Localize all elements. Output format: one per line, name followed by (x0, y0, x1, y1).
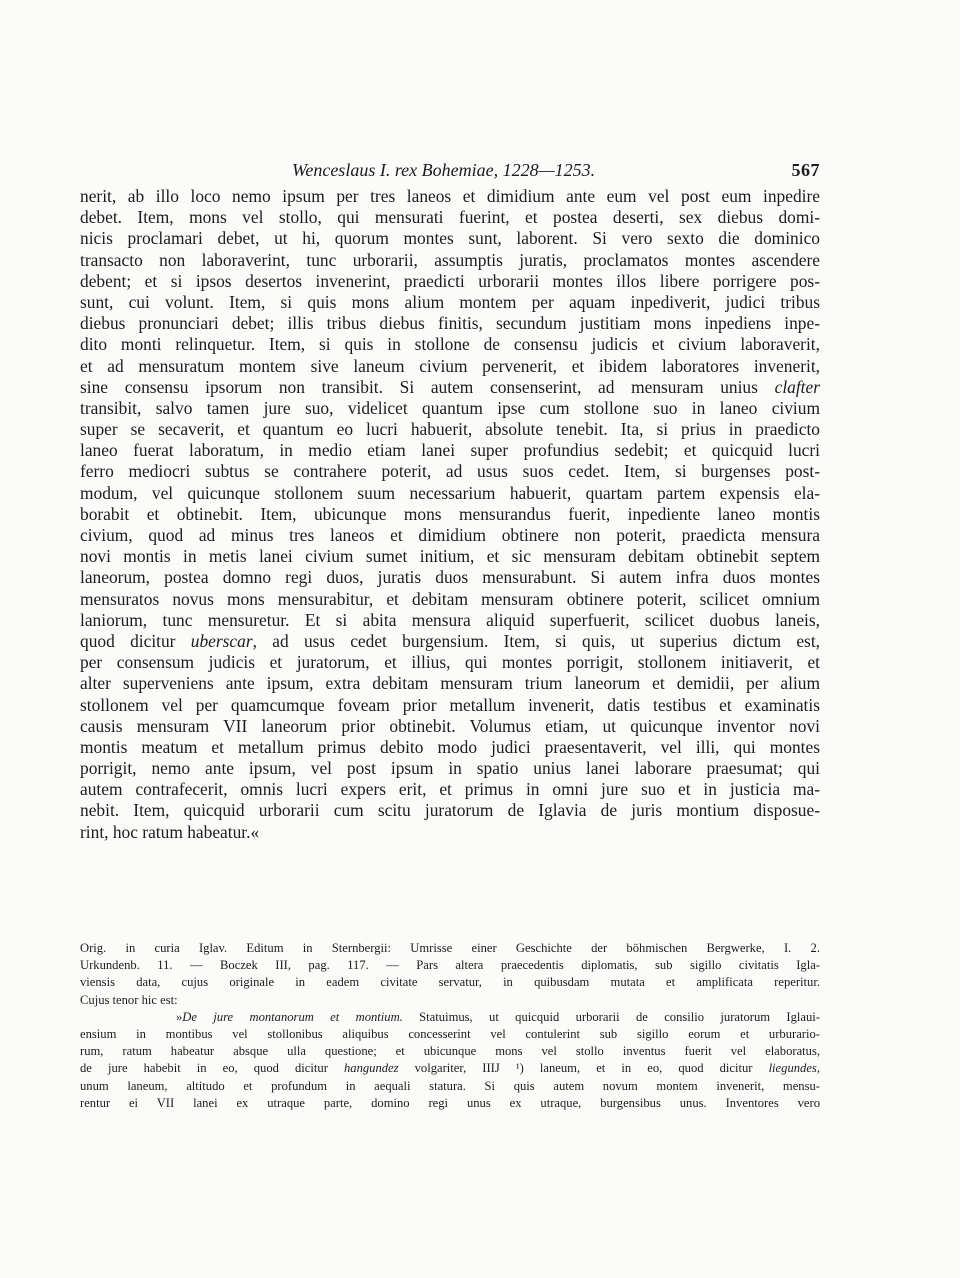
quoted-charter-line: »De jure montanorum et montium. Statuimus, ut quicquid urborarii de consilio juratorum Iglaui- (176, 1009, 820, 1024)
note-line: Cujus tenor hic est: (80, 992, 178, 1007)
text-line: porrigit, nemo ante ipsum, vel post ipsum in spatio unius lanei laborare praesumat; qui (80, 758, 820, 779)
text-line: montis meatum et metallum primus debito modo judici praesentaverit, vel illi, qui montes (80, 736, 820, 757)
text-line: civium, quod ad minus tres laneos et dimidium obtinere non poterit, praedicta mensura (80, 525, 820, 545)
text-line: alter superveniens ante ipsum, extra debitam mensuram trium laneorum et demidii, per alium (80, 673, 820, 694)
main-text-block (80, 186, 820, 843)
text-line: debent; et si ipsos desertos invenerint, praedicti urborarii montes illos libere porrigere pos- (80, 270, 820, 291)
text-line: et ad mensuratum montem sive laneum civium pervenerit, et ibidem laboratores invenerit, (80, 355, 820, 376)
text-line: autem contrafecerit, omnis lucri expers erit, et primus in omni jure suo et in justicia ma- (80, 779, 820, 800)
note-line: Urkundenb. 11. — Boczek III, pag. 117. — Pars altera praecedentis diplomatis, sub sigillo civitatis Igla- (80, 958, 820, 973)
text-line: sunt, cui volunt. Item, si quis mons alium montem per aquam inpediverit, judici tribus (80, 291, 820, 312)
quoted-charter-line: unum laneum, altitudo et profundum in aequali statura. Si quis autem novum montem invenerit, mensu- (80, 1078, 820, 1093)
text-line: nerit, ab illo loco nemo ipsum per tres laneos et dimidium ante eum vel post eum inpedire (80, 186, 820, 206)
text-line: rint, hoc ratum habeatur.« (80, 821, 260, 842)
text-line: causis mensuram VII laneorum prior obtinebit. Volumus etiam, ut quicunque inventor novi (80, 715, 820, 736)
text-line: mensuratos novus mons mensurabitur, et debitam mensuram obtinere poterit, scilicet omnium (80, 588, 820, 609)
page-header (80, 160, 820, 184)
text-line: stollonem vel per quamcumque foveam prior metallum invenerit, datis testibus et examinatis (80, 694, 820, 715)
editorial-notes (80, 940, 820, 1112)
text-line: debet. Item, mons vel stollo, qui mensurati fuerint, et postea deserti, sex diebus domi- (80, 207, 820, 228)
text-line: super se secaverit, et quantum eo lucri habuerit, absolute tenebit. Ita, si prius in praedicto (80, 419, 820, 440)
note-line: Orig. in curia Iglav. Editum in Sternbergii: Umrisse einer Geschichte der böhmischen Bergwerke, I. 2. (80, 941, 820, 955)
text-line: transibit, salvo tamen jure suo, videlicet quantum ipse cum stollone suo in laneo civium (80, 397, 820, 418)
text-line: borabit et obtinebit. Item, ubicunque mons mensurandus fuerit, inpediente laneo montis (80, 503, 820, 524)
text-line: diebus pronunciari debet; illis tribus diebus finitis, secundum justitiam mons inpediens inpe- (80, 313, 820, 334)
text-line: dito monti relinquetur. Item, si quis in stollone de consensu judicis et civium laboraverit, (80, 334, 820, 355)
text-line: nicis proclamari debet, ut hi, quorum montes sunt, laborent. Si vero sexto die dominico (80, 228, 820, 249)
quoted-charter-line: rum, ratum habeatur absque ulla questione; et ubicunque mons vel stollo inventus fuerit vel elaboratus, (80, 1044, 820, 1059)
text-line: nebit. Item, quicquid urborarii cum scitu juratorum de Iglavia de juris montium disposue- (80, 800, 820, 821)
text-line: laneorum, postea domno regi duos, juratis duos mensurabunt. Si autem infra duos montes (80, 567, 820, 588)
text-line: transacto non laboraverint, tunc urborarii, assumptis juratis, proclamatos montes ascendere (80, 249, 820, 270)
text-line: sine consensu ipsorum non transibit. Si autem consenserint, ad mensuram unius clafter (80, 376, 820, 397)
quoted-charter-line: rentur ei VII lanei ex utraque parte, domino regi unus ex utraque, burgensibus unus. Inventores vero (80, 1095, 820, 1110)
note-line: viensis data, cujus originale in eadem civitate servatur, in quibusdam mutata et amplificata reperitur. (80, 975, 820, 990)
running-title: Wenceslaus I. rex Bohemiae, 1228—1253. (292, 160, 596, 180)
text-line: quod dicitur uberscar, ad usus cedet burgensium. Item, si quis, ut superius dictum est, (80, 630, 820, 651)
text-line: laniorum, tunc mensuretur. Et si abita mensura aliquid superfuerit, scilicet duobus laneis, (80, 609, 820, 630)
text-line: modum, vel quicunque stollonem suum necessarium habuerit, quartam partem expensis ela- (80, 482, 820, 503)
text-line: laneo fuerat laboratum, in medio etiam lanei super profundius sedebit; et quicquid lucri (80, 440, 820, 461)
text-line: novi montis in metis lanei civium sumet initium, et sic mensuram debitam obtinebit septem (80, 546, 820, 567)
text-line: per consensum judicis et juratorum, et illius, qui montes porrigit, stollonem initiaverit, et (80, 652, 820, 673)
quoted-charter-line: ensium in montibus vel stollonibus aliquibus concesserint vel contulerint sub sigillo eorum et urburario- (80, 1026, 820, 1041)
quoted-charter-line: de jure habebit in eo, quod dicitur hangundez volgariter, IIIJ ¹) laneum, et in eo, quod dicitur liegundes, (80, 1061, 820, 1076)
text-line: ferro mediocri subtus se contrahere poterit, ad usus suos cedet. Item, si burgenses post- (80, 461, 820, 482)
page-number: 567 (791, 160, 820, 180)
